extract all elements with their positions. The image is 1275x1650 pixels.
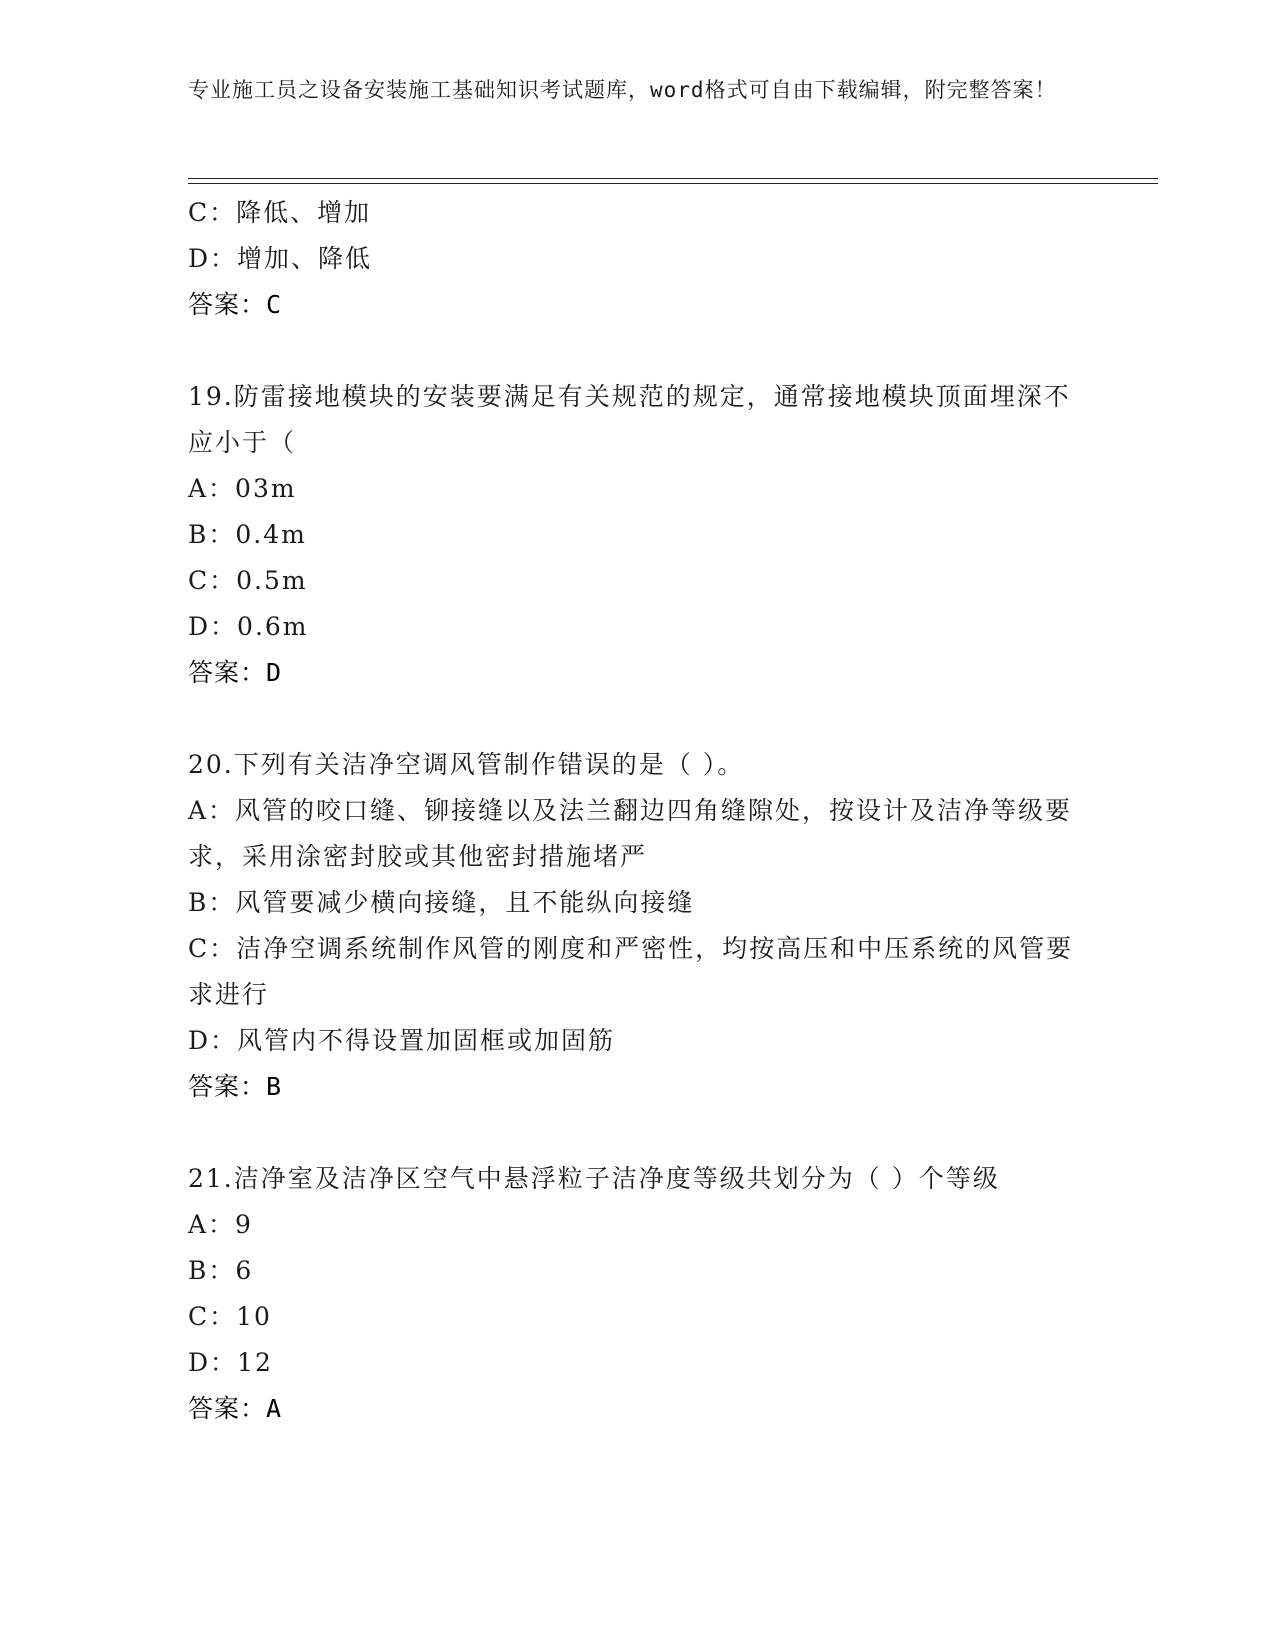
q21-option-a: A：9 [188,1210,253,1239]
q18-answer: 答案：C [188,290,283,319]
q21-option-b: B：6 [188,1256,254,1285]
q20-answer: 答案：B [188,1072,283,1101]
q20-option-a: A：风管的咬口缝、铆接缝以及法兰翻边四角缝隙处，按设计及洁净等级要求，采用涂密封胶或其他密封措施堵严 [188,796,1073,871]
spacer [188,1110,1088,1156]
q19-option-a: A：03m [188,474,297,503]
q19-answer: 答案：D [188,658,283,687]
q21-option-d: D：12 [188,1348,273,1377]
q18-option-c: C：降低、增加 [188,198,372,227]
q20-option-c: C：洁净空调系统制作风管的刚度和严密性，均按高压和中压系统的风管要求进行 [188,934,1074,1009]
q21-option-c: C：10 [188,1302,272,1331]
question-content [188,190,1088,1432]
q20-option-d: D：风管内不得设置加固框或加固筋 [188,1026,616,1055]
spacer [188,328,1088,374]
q20-option-b: B：风管要减少横向接缝，且不能纵向接缝 [188,888,695,917]
header-rule-top [188,178,1158,179]
q19-stem: 19.防雷接地模块的安装要满足有关规范的规定，通常接地模块顶面埋深不应小于（ [188,382,1071,457]
q21-stem: 21.洁净室及洁净区空气中悬浮粒子洁净度等级共划分为（ ）个等级 [188,1164,1000,1193]
spacer [188,696,1088,742]
document-header: 专业施工员之设备安装施工基础知识考试题库，word格式可自由下载编辑，附完整答案！ [188,78,1057,102]
q21-answer: 答案：A [188,1394,283,1423]
q19-option-d: D：0.6m [188,612,309,641]
header-rule-bottom [188,183,1158,184]
q19-option-c: C：0.5m [188,566,308,595]
q18-option-d: D：增加、降低 [188,244,373,273]
q19-option-b: B：0.4m [188,520,307,549]
q20-stem: 20.下列有关洁净空调风管制作错误的是（ ）。 [188,750,745,779]
